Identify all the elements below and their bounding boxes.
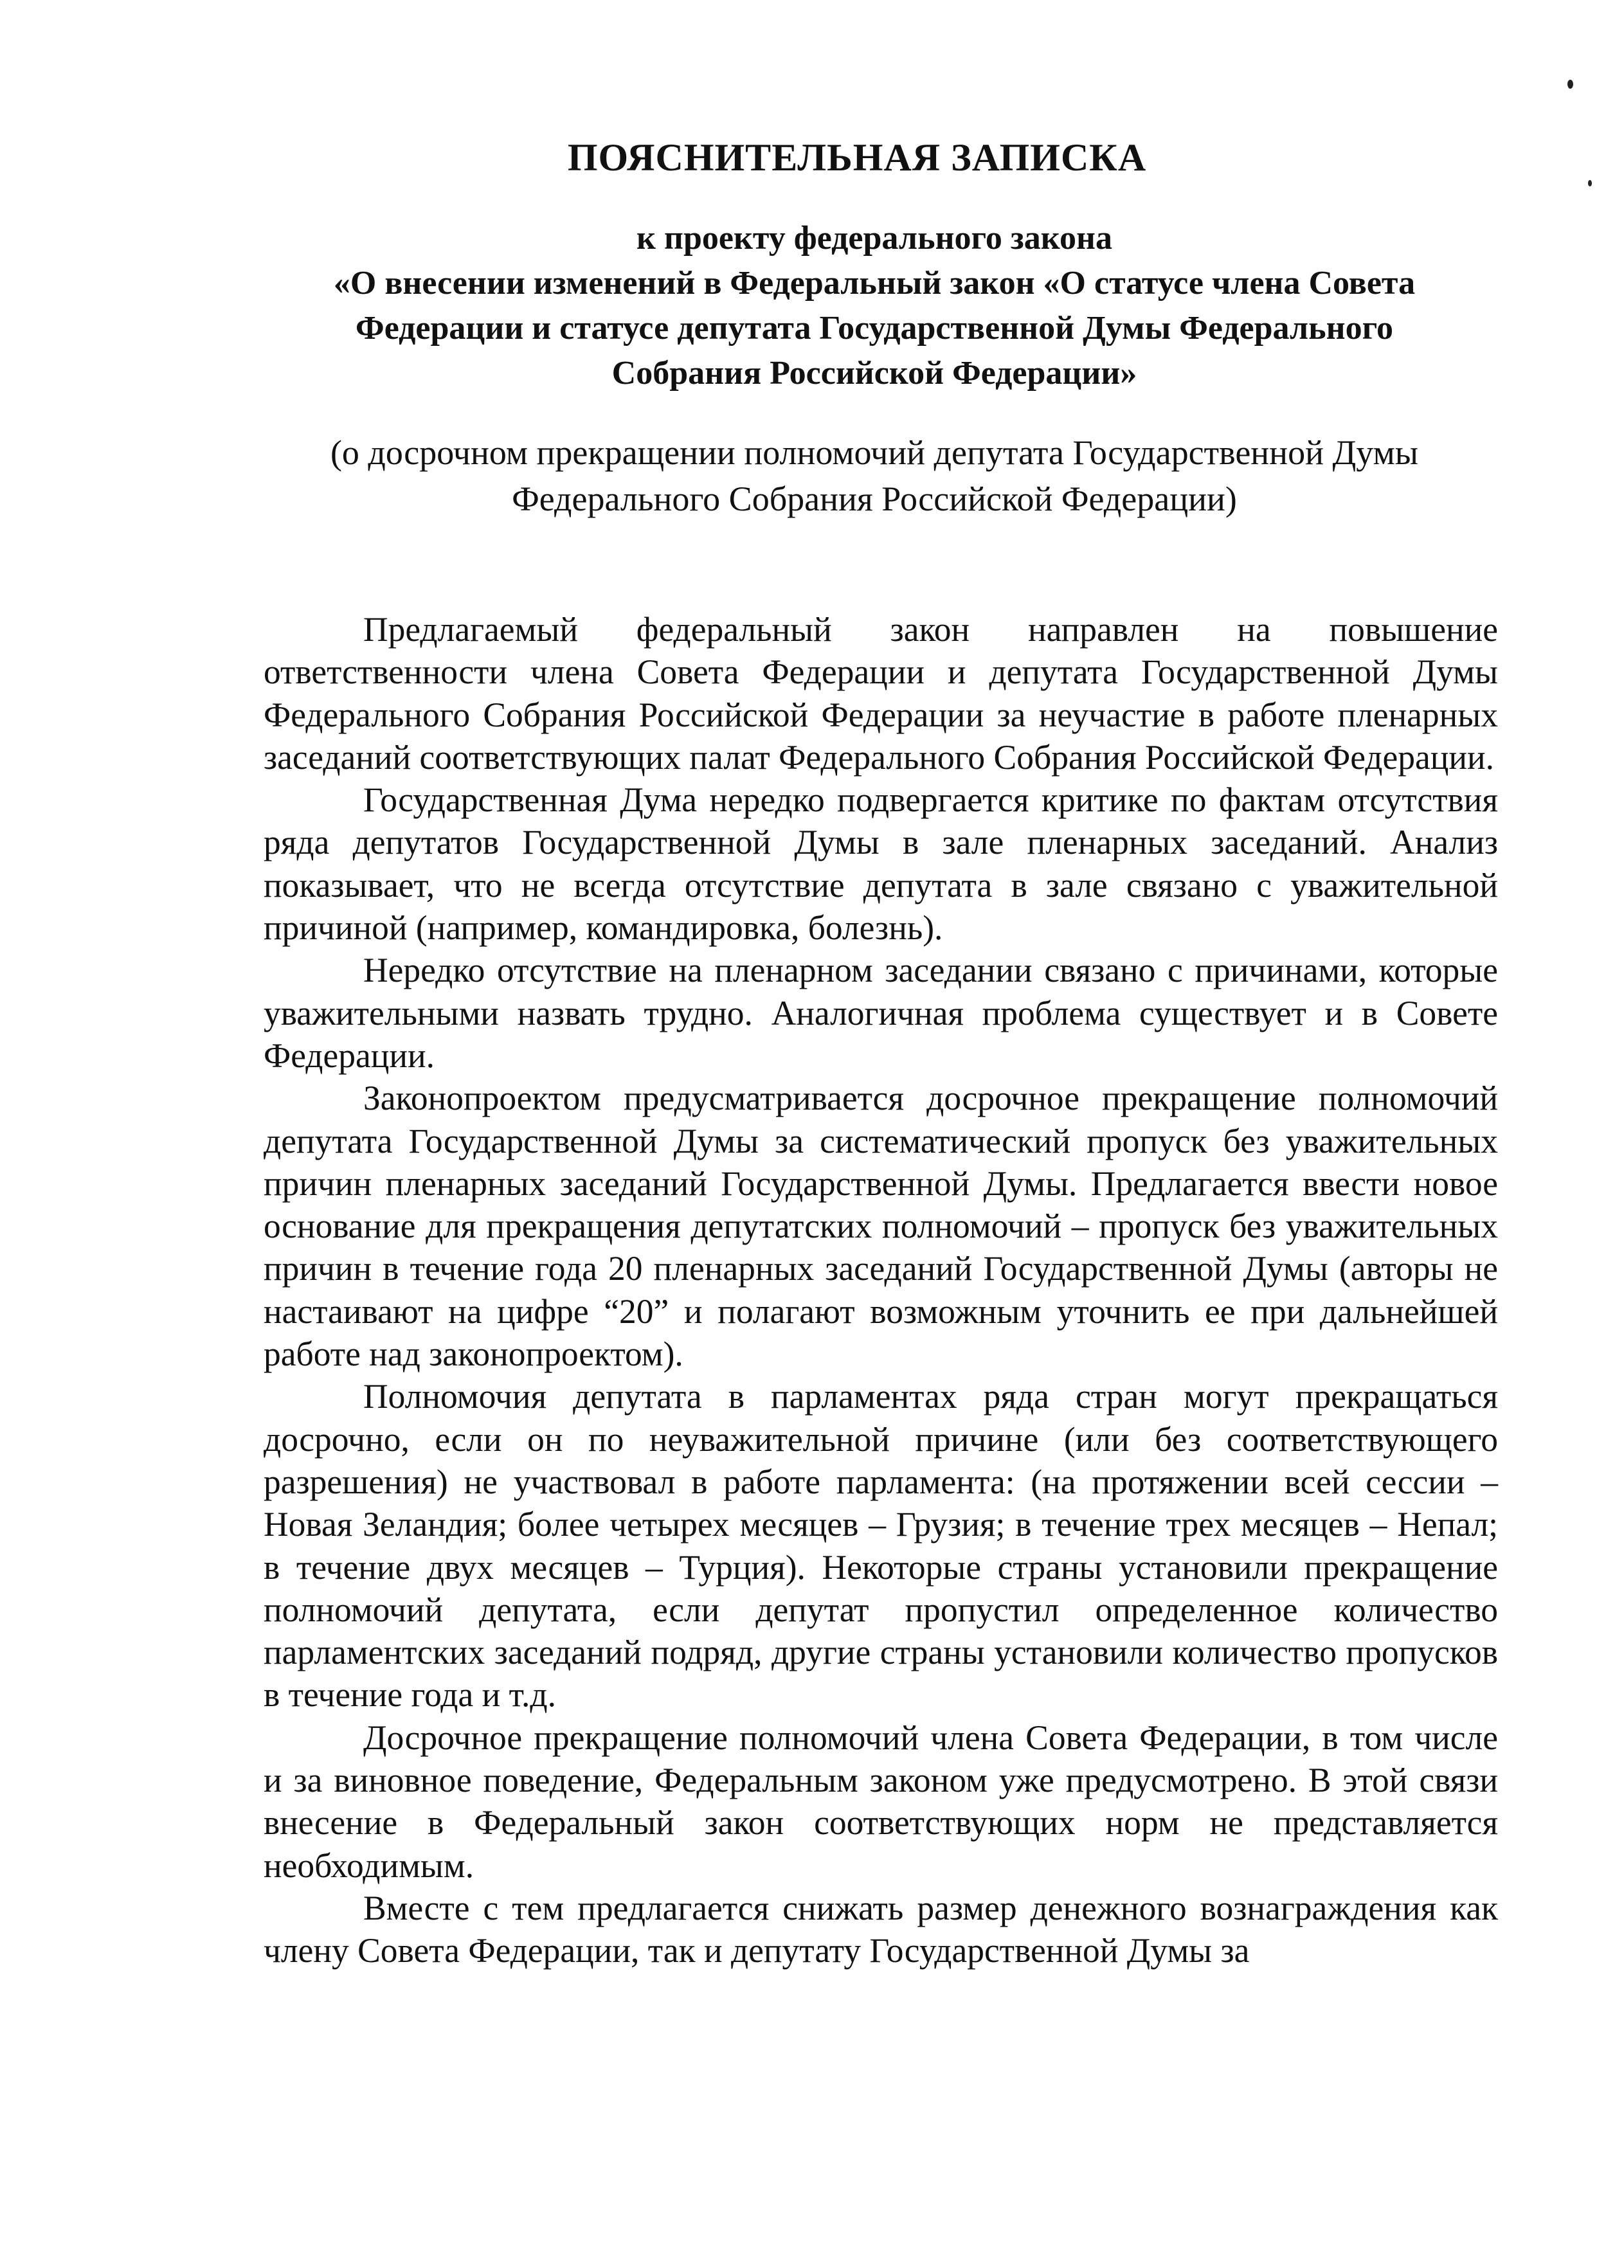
subtitle-line: «О внесении изменений в Федеральный закон «О статусе члена Совета [333,265,1416,302]
body-paragraph: Законопроектом предусматривается досрочное прекращение полномочий депутата Государственной Думы за систематический пропуск без уважительных причин пленарных заседаний Государственной Думы. Предлагается ввести новое основание для прекращения депутатских полномочий – пропуск без уважительных причин в течение года 20 пленарных заседаний Государственной Думы (авторы не настаивают на цифре “20” и полагают возможным уточнить ее при дальнейшей работе над законопроектом). [264,1079,1498,1374]
document-subtitle [257,216,1492,396]
document-title: ПОЯСНИТЕЛЬНАЯ ЗАПИСКА [567,136,1147,179]
body-paragraph: Вместе с тем предлагается снижать размер денежного вознаграждения как члену Совета Федерации, так и депутату Государственной Думы за [264,1888,1498,1970]
document-note [257,429,1492,522]
body-paragraph: Предлагаемый федеральный закон направлен на повышение ответственности члена Совета Федерации и депутата Государственной Думы Федерального Собрания Российской Федерации за неучастие в работе пленарных заседаний соответствующих палат Федерального Собрания Российской Федерации. [264,610,1498,777]
subtitle-line: Федерации и статусе депутата Государственной Думы Федерального [356,310,1393,346]
body-paragraph: Нередко отсутствие на пленарном заседании связано с причинами, которые уважительными назвать трудно. Аналогичная проблема существует и в Совете Федерации. [264,951,1498,1075]
subtitle-line: к проекту федерального закона [636,220,1112,256]
body-paragraph: Досрочное прекращение полномочий члена Совета Федерации, в том числе и за виновное поведение, Федеральным законом уже предусмотрено. В этой связи внесение в Федеральный закон соответствующих норм не представляется необходимым. [264,1718,1498,1885]
subtitle-line: Собрания Российской Федерации» [611,355,1137,392]
note-line: Федерального Собрания Российской Федерации) [512,480,1237,518]
body-paragraph: Государственная Дума нередко подвергается критике по фактам отсутствия ряда депутатов Государственной Думы в зале пленарных заседаний. Анализ показывает, что не всегда отсутствие депутата в зале связано с уважительной причиной (например, командировка, болезнь). [264,780,1498,948]
note-line: (о досрочном прекращении полномочий депутата Государственной Думы [330,433,1419,472]
scan-speck [1567,80,1573,89]
document-body [264,608,1498,1972]
body-paragraph: Полномочия депутата в парламентах ряда стран могут прекращаться досрочно, если он по неуважительной причине (или без соответствующего разрешения) не участвовал в работе парламента: (на протяжении всей сессии – Новая Зеландия; более четырех месяцев – Грузия; в течение трех месяцев – Непал; в течение двух месяцев – Турция). Некоторые страны установили прекращение полномочий депутата, если депутат пропустил определенное количество парламентских заседаний подряд, другие страны установили количество пропусков в течение года и т.д. [264,1377,1498,1715]
